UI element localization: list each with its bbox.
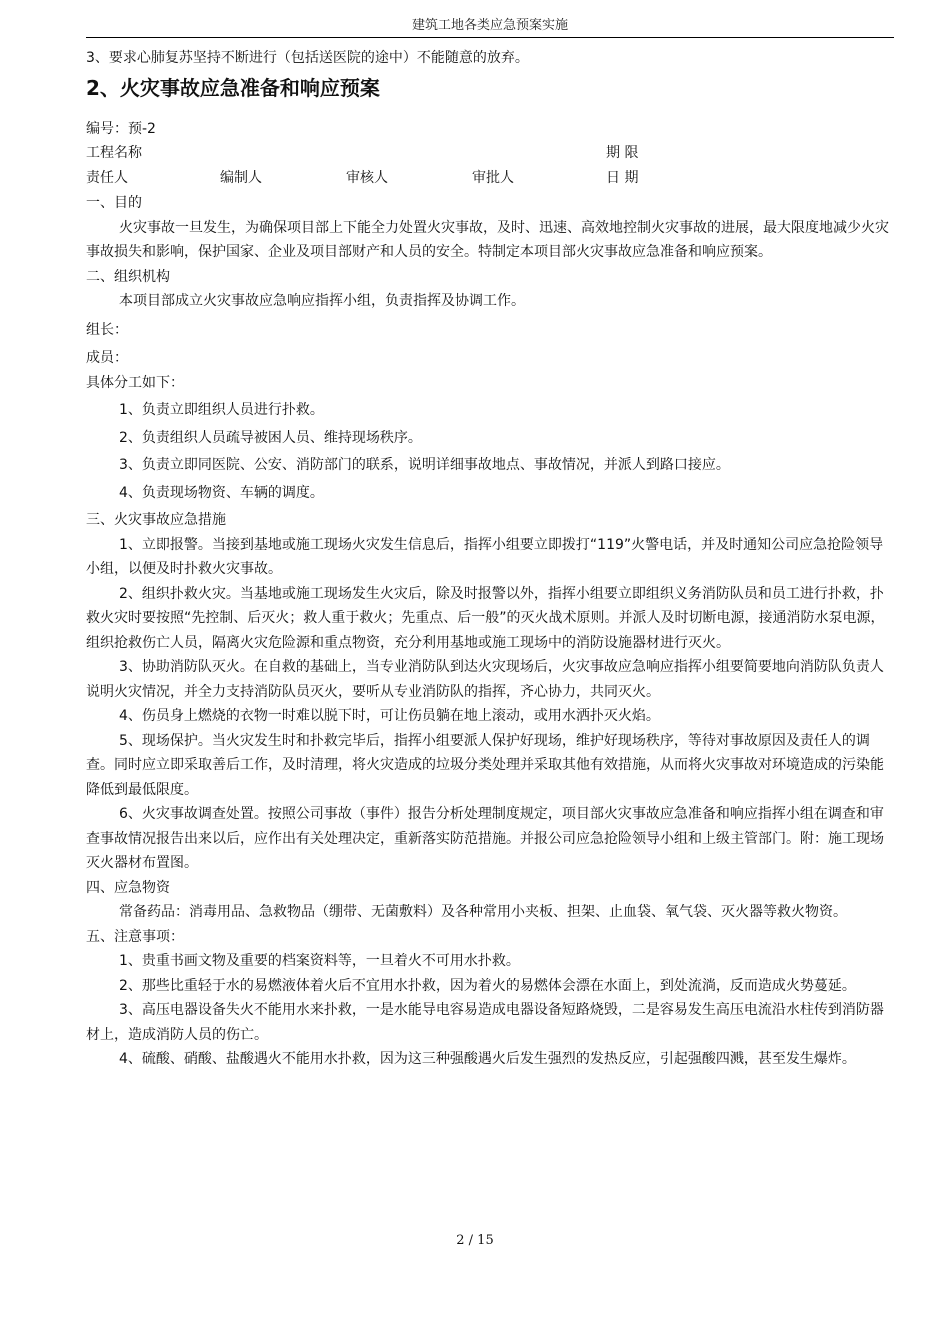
division-line: 具体分工如下： <box>86 374 184 391</box>
section-2-body: 本项目部成立火灾事故应急响应指挥小组，负责指挥及协调工作。 <box>119 293 525 309</box>
duty-item: 1、负责立即组织人员进行扑救。 <box>119 402 324 418</box>
project-name-label: 工程名称 <box>86 145 142 161</box>
duty-item: 3、负责立即同医院、公安、消防部门的联系，说明详细事故地点、事故情况，并派人到路口接应。 <box>119 457 730 473</box>
leader-line: 组长： <box>86 321 128 338</box>
period-label: 期 限 <box>606 145 639 161</box>
note-item: 3、高压电器设备失火不能用水来扑救，一是水能导电容易造成电器设备短路烧毁，二是容易发生高压电流沿水柱传到消防器材上，造成消防人员的伤亡。 <box>86 1002 884 1043</box>
members-line: 成员： <box>86 350 128 366</box>
measure-item: 5、现场保护。当火灾发生时和扑救完毕后，指挥小组要派人保护好现场，维护好现场秩序，等待对事故原因及责任人的调查。同时应立即采取善后工作，及时清理，将火灾造成的垃圾分类处理并采取其他有效措施，从而将火灾事故对环境造成的污染能降低到最低限度。 <box>86 732 884 798</box>
note-item: 1、贵重书画文物及重要的档案资料等，一旦着火不可用水扑救。 <box>119 953 520 969</box>
measure-item: 3、协助消防队灭火。在自救的基础上，当专业消防队到达火灾现场后，火灾事故应急响应指挥小组要简要地向消防队负责人说明火灾情况，并全力支持消防队员灭火，要听从专业消防队的指挥，齐心协力，共同灭火。 <box>86 659 884 700</box>
page-header: 建筑工地各类应急预案实施 <box>86 14 894 38</box>
page-number: 2 / 15 <box>456 1233 494 1248</box>
plan-code: 编号：预-2 <box>86 120 156 137</box>
section-1-title: 一、目的 <box>86 195 142 211</box>
compiler-label: 编制人 <box>220 170 262 186</box>
section-1-body: 火灾事故一旦发生，为确保项目部上下能全力处置火灾事故，及时、迅速、高效地控制火灾事故的进展，最大限度地减少火灾事故损失和影响，保护国家、企业及项目部财产和人员的安全。特制定本项目部火灾事故应急准备和响应预案。 <box>86 219 889 260</box>
measure-item: 1、立即报警。当接到基地或施工现场火灾发生信息后，指挥小组要立即拨打“119”火警电话，并及时通知公司应急抢险领导小组，以便及时扑救火灾事故。 <box>86 536 884 577</box>
intro-line: 3、要求心肺复苏坚持不断进行（包括送医院的途中）不能随意的放弃。 <box>86 50 529 66</box>
meta-row-2 <box>86 166 894 191</box>
date-label: 日 期 <box>606 170 639 186</box>
section-4-body: 常备药品：消毒用品、急救物品（绷带、无菌敷料）及各种常用小夹板、担架、止血袋、氧气袋、灭火器等救火物资。 <box>119 904 847 920</box>
measure-item: 6、火灾事故调查处置。按照公司事故（事件）报告分析处理制度规定，项目部火灾事故应急准备和响应指挥小组在调查和审查事故情况报告出来以后，应作出有关处理决定，重新落实防范措施。并报公司应急抢险领导小组和上级主管部门。附：施工现场灭火器材布置图。 <box>86 806 884 871</box>
duty-item: 2、负责组织人员疏导被困人员、维持现场秩序。 <box>119 429 422 446</box>
note-item: 4、硫酸、硝酸、盐酸遇火不能用水扑救，因为这三种强酸遇火后发生强烈的发热反应，引起强酸四溅，甚至发生爆炸。 <box>119 1051 856 1067</box>
duty-item: 4、负责现场物资、车辆的调度。 <box>119 484 324 501</box>
document-body <box>86 46 894 1072</box>
measure-item: 4、伤员身上燃烧的衣物一时难以脱下时，可让伤员躺在地上滚动，或用水洒扑灭火焰。 <box>119 708 660 724</box>
measure-item: 2、组织扑救火灾。当基地或施工现场发生火灾后，除及时报警以外，指挥小组要立即组织义务消防队员和员工进行扑救，扑救火灾时要按照“先控制、后灭火；救人重于救火；先重点、后一般”的灭火战术原则。并派人及时切断电源，接通消防水泵电源，组织抢救伤亡人员，隔离火灾危险源和重点物资，充分利用基地或施工现场中的消防设施器材进行灭火。 <box>86 585 885 651</box>
section-4-title: 四、应急物资 <box>86 879 170 896</box>
approver-label: 审批人 <box>472 170 514 186</box>
section-5-title: 五、注意事项： <box>86 928 184 945</box>
section-3-title: 三、火灾事故应急措施 <box>86 512 226 528</box>
section-2-title: 二、组织机构 <box>86 268 170 285</box>
responsible-label: 责任人 <box>86 170 128 186</box>
note-item: 2、那些比重轻于水的易燃液体着火后不宜用水扑救，因为着火的易燃体会漂在水面上，到处流淌，反而造成火势蔓延。 <box>119 977 856 994</box>
section-title: 2、火灾事故应急准备和响应预案 <box>86 75 380 100</box>
meta-row-1 <box>86 141 894 166</box>
reviewer-label: 审核人 <box>346 170 388 186</box>
